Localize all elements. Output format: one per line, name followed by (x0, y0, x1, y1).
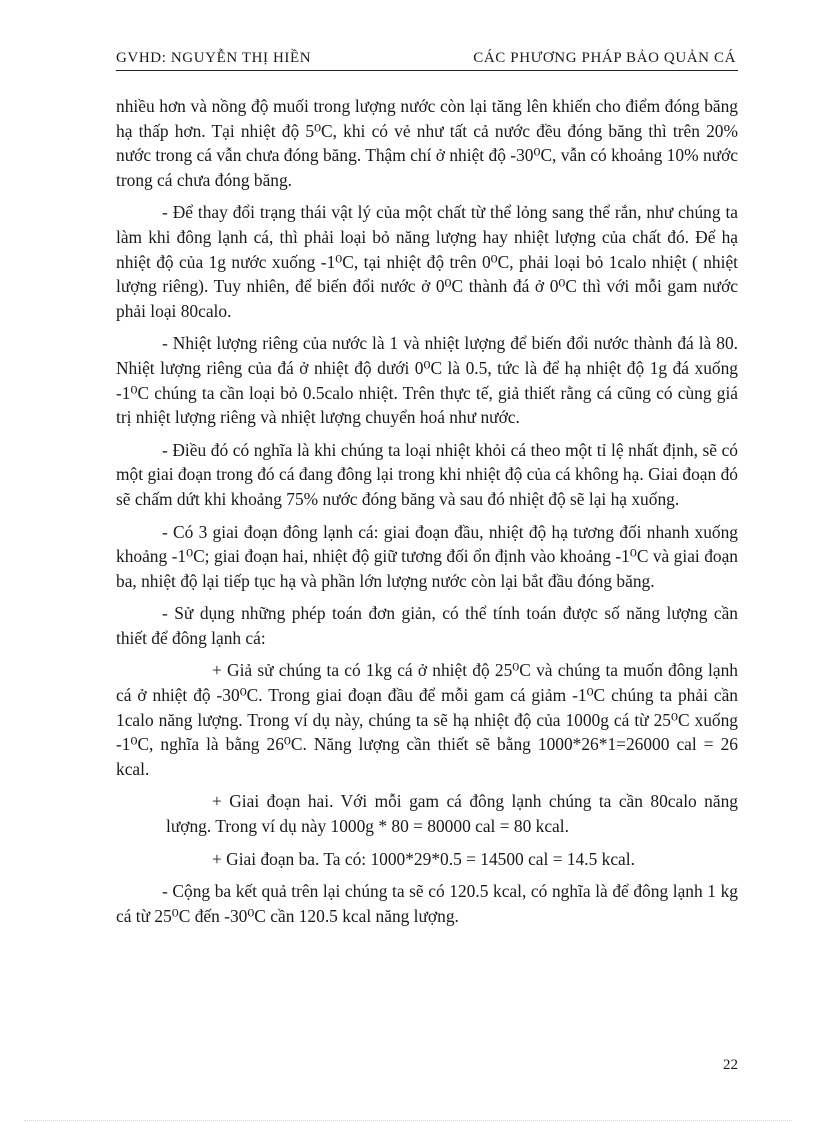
page-number: 22 (723, 1057, 738, 1073)
page-bottom-divider (24, 1120, 792, 1121)
document-body (116, 94, 738, 936)
calculation-item: + Giai đoạn ba. Ta có: 1000*29*0.5 = 14500 cal = 14.5 kcal. (212, 848, 635, 869)
header-instructor: GVHD: NGUYỄN THỊ HIỀN (116, 50, 312, 66)
calculation-item: + Giai đoạn hai. Với mỗi gam cá đông lạnh chúng ta cần 80calo năng lượng. Trong ví dụ này 1000g * 80 = 80000 cal = 80 kcal. (166, 791, 738, 837)
header-title: CÁC PHƯƠNG PHÁP BẢO QUẢN CÁ (473, 50, 736, 66)
calculation-item: + Giả sử chúng ta có 1kg cá ở nhiệt độ 25⁰C và chúng ta muốn đông lạnh cá ở nhiệt độ -30⁰C. Trong giai đoạn đầu để mỗi gam cá giảm -1⁰C chúng ta phải cần 1calo năng lượng. Trong ví dụ này, chúng ta sẽ hạ nhiệt độ của 1000g cá từ 25⁰C xuống -1⁰C, nghĩa là bằng 26⁰C. Năng lượng cần thiết sẽ bằng 1000*26*1=26000 cal = 26 kcal. (116, 660, 738, 779)
paragraph: - Sử dụng những phép toán đơn giản, có thể tính toán được số năng lượng cần thiết để đông lạnh cá: (116, 603, 738, 648)
paragraph: - Để thay đổi trạng thái vật lý của một chất từ thể lỏng sang thể rắn, như chúng ta làm khi đông lạnh cá, thì phải loại bỏ năng lượng hay nhiệt lượng của chất đó. Để hạ nhiệt độ của 1g nước xuống -1⁰C, tại nhiệt độ trên 0⁰C, phải loại bỏ 1calo nhiệt ( nhiệt lượng riêng). Tuy nhiên, để biến đổi nước ở 0⁰C thành đá ở 0⁰C thì với mỗi gam nước phải loại 80calo. (116, 202, 738, 321)
paragraph: - Nhiệt lượng riêng của nước là 1 và nhiệt lượng để biến đổi nước thành đá là 80. Nhiệt lượng riêng của đá ở nhiệt độ dưới 0⁰C là 0.5, tức là để hạ nhiệt độ 1g đá xuống -1⁰C chúng ta cần loại bỏ 0.5calo nhiệt. Trên thực tế, giả thiết rằng cá cũng có cùng giá trị nhiệt lượng riêng và nhiệt lượng chuyển hoá như nước. (116, 333, 738, 428)
paragraph: - Cộng ba kết quả trên lại chúng ta sẽ có 120.5 kcal, có nghĩa là để đông lạnh 1 kg cá từ 25⁰C đến -30⁰C cần 120.5 kcal năng lượng. (116, 881, 738, 926)
paragraph: nhiều hơn và nồng độ muối trong lượng nước còn lại tăng lên khiến cho điểm đóng băng hạ thấp hơn. Tại nhiệt độ 5⁰C, khi có vẻ như tất cả nước đều đóng băng thì trên 20% nước trong cá vẫn chưa đóng băng. Thậm chí ở nhiệt độ -30⁰C, vẫn có khoảng 10% nước trong cá chưa đóng băng. (116, 96, 738, 190)
page-header (116, 48, 738, 71)
paragraph: - Có 3 giai đoạn đông lạnh cá: giai đoạn đầu, nhiệt độ hạ tương đối nhanh xuống khoảng -1⁰C; giai đoạn hai, nhiệt độ giữ tương đối ổn định vào khoảng -1⁰C và giai đoạn ba, nhiệt độ lại tiếp tục hạ và phần lớn lượng nước còn lại bắt đầu đóng băng. (116, 521, 738, 591)
paragraph: - Điều đó có nghĩa là khi chúng ta loại nhiệt khỏi cá theo một tỉ lệ nhất định, sẽ có một giai đoạn trong đó cá đang đông lại trong khi nhiệt độ của cá không hạ. Giai đoạn đó sẽ chấm dứt khi khoảng 75% nước đóng băng và sau đó nhiệt độ sẽ lại hạ xuống. (116, 439, 738, 509)
